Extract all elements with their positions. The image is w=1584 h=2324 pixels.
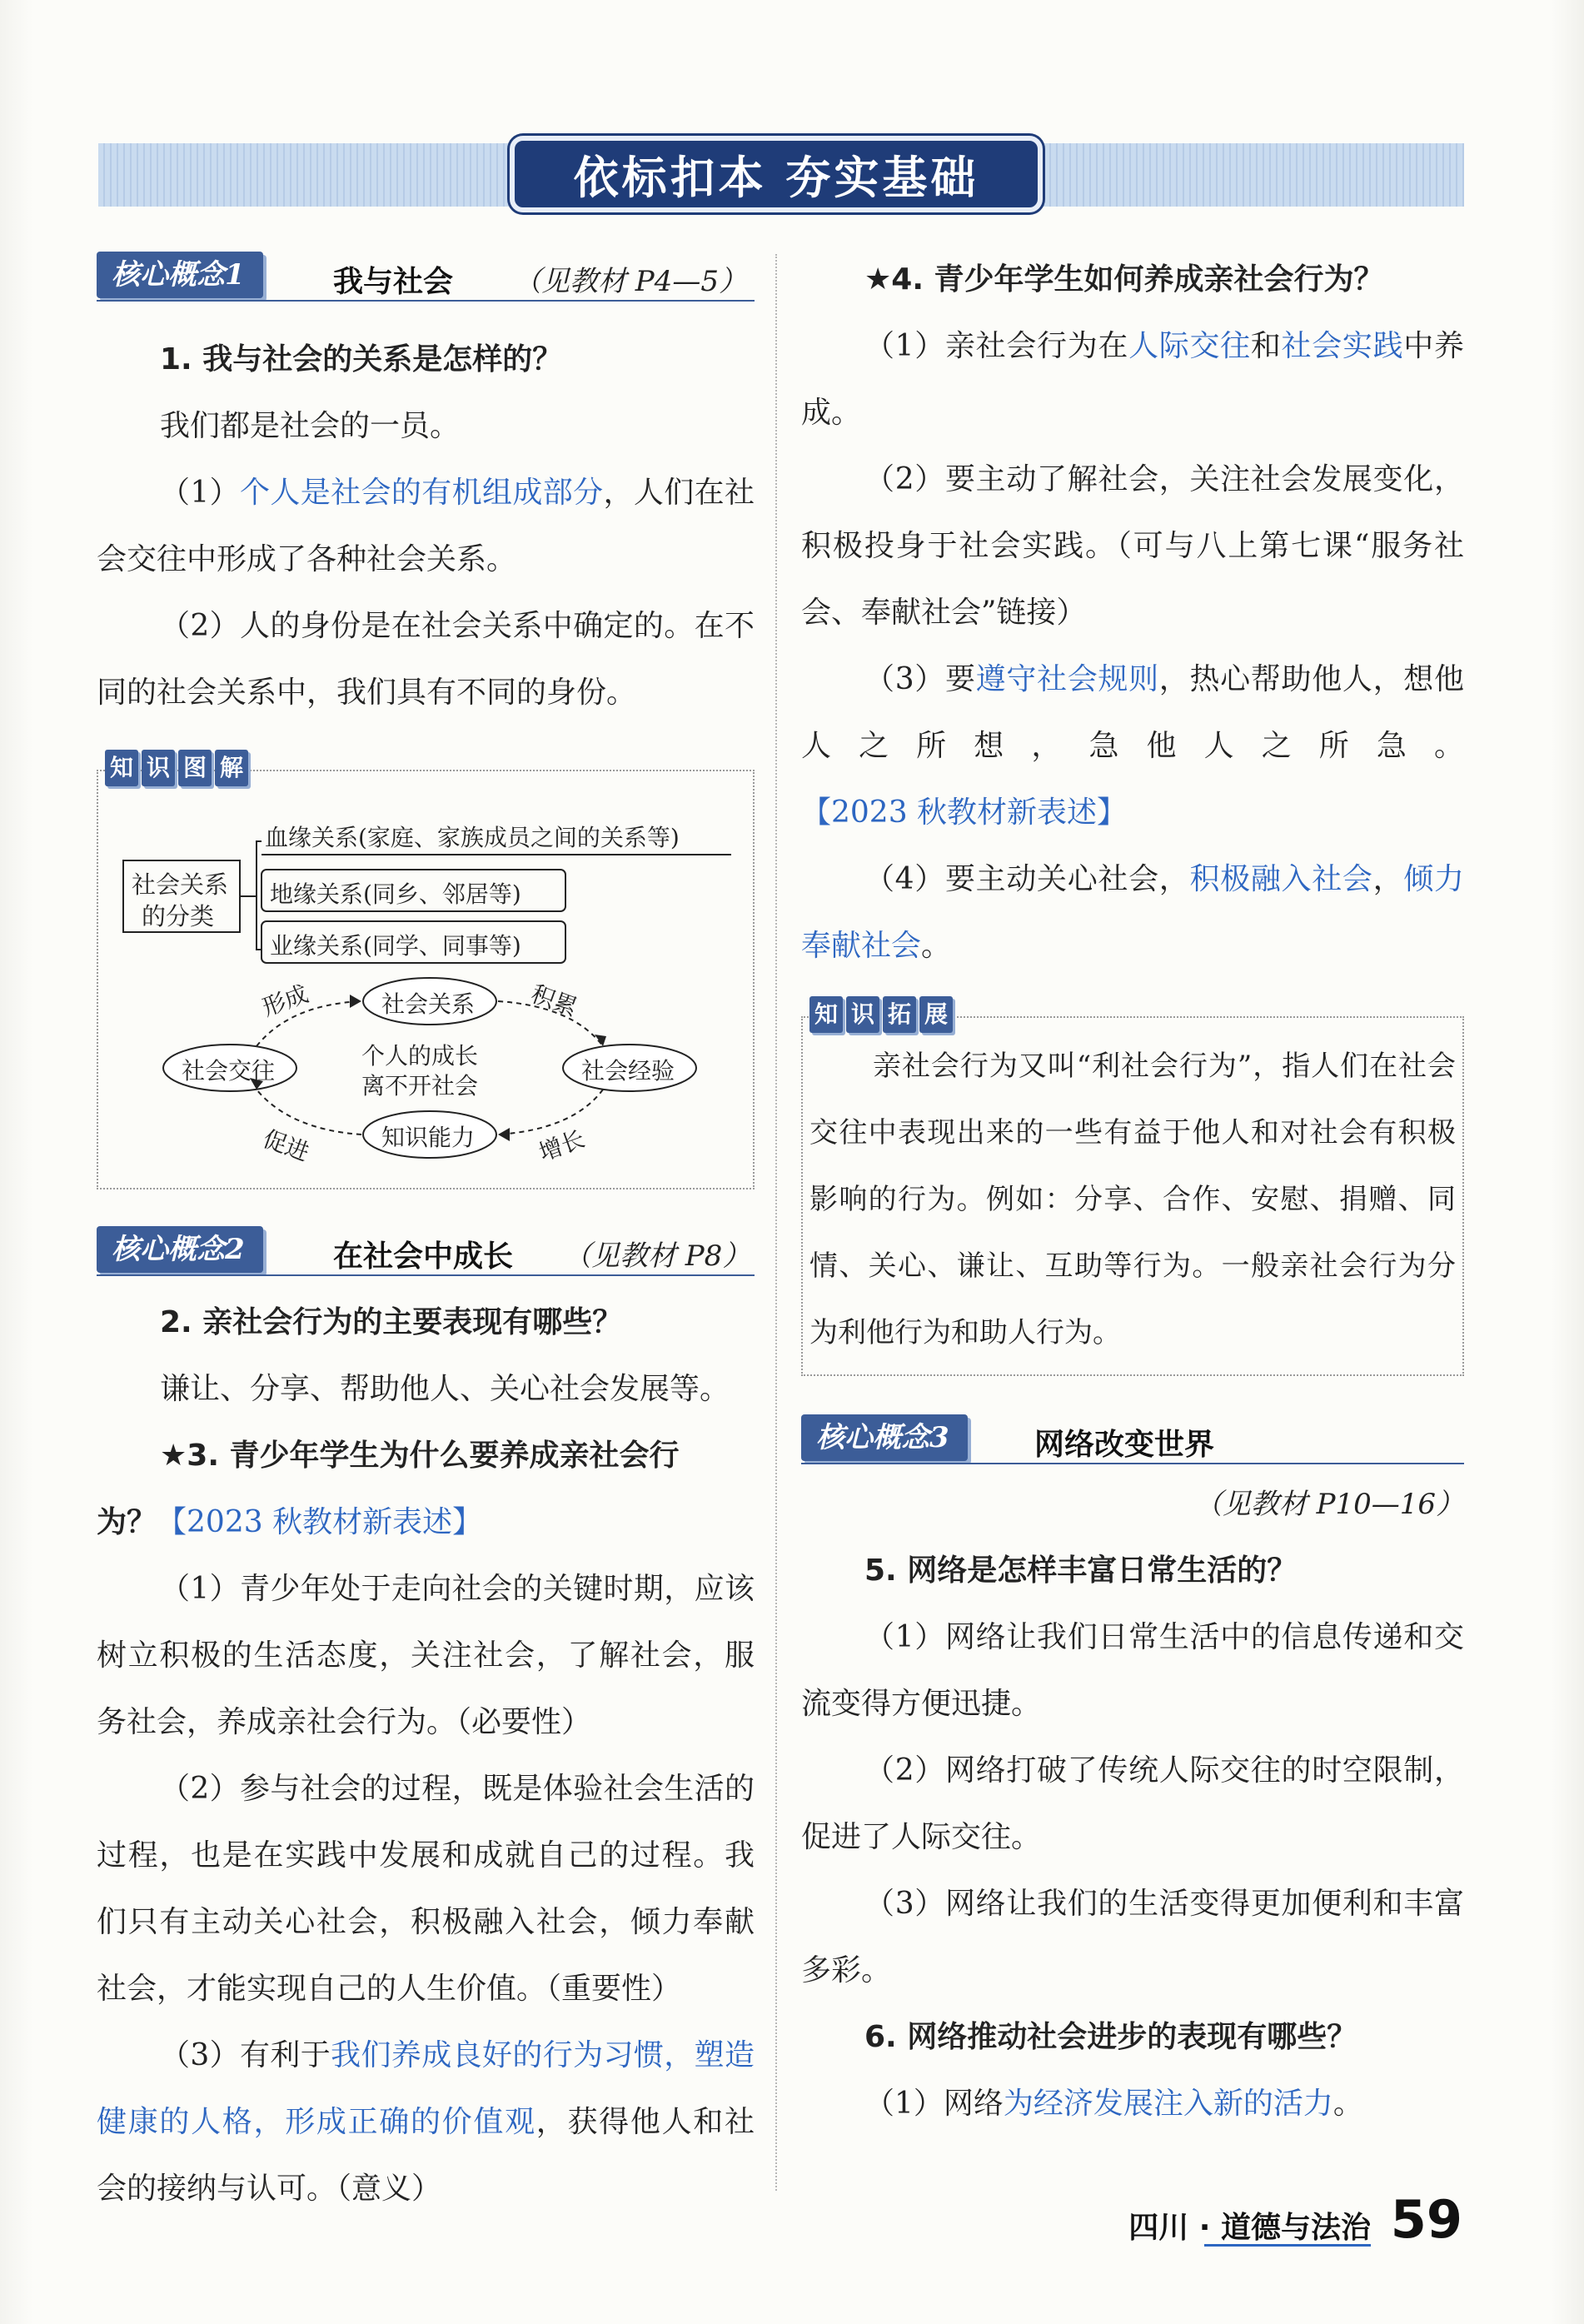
concept2-ref: （见教材 P8） bbox=[563, 1239, 751, 1273]
q1-answer-1-highlight: 个人是社会的有机组成部分 bbox=[240, 476, 604, 510]
concept1-title: 我与社会 bbox=[333, 265, 454, 299]
diagram-item-blood: 血缘关系(家庭、家族成员之间的关系等) bbox=[265, 824, 680, 851]
diagram-node-social-relations: 社会关系 bbox=[381, 990, 476, 1018]
diagram-item-region: 地缘关系(同乡、邻居等) bbox=[270, 880, 521, 908]
footer-underline bbox=[1204, 2244, 1371, 2247]
q4-answer-3: （3）要遵守社会规则，热心帮助他人，想他人之所想，急他人之所急。【2023 秋教材新表述】 bbox=[801, 662, 1464, 830]
diagram-center-2: 离不开社会 bbox=[361, 1072, 479, 1100]
q5-answer-2: （2）网络打破了传统人际交往的时空限制，促进了人际交往。 bbox=[801, 1753, 1464, 1854]
q4-answer-2: （2）要主动了解社会，关注社会发展变化，积极投身于社会实践。（可与八上第七课“服务社会、奉献社会”链接） bbox=[801, 462, 1464, 630]
concept1-underline bbox=[97, 300, 755, 302]
q5-answer-1: （1）网络让我们日常生活中的信息传递和交流变得方便迅捷。 bbox=[801, 1620, 1464, 1721]
diagram-arrow-promote: 促进 bbox=[259, 1125, 313, 1167]
q3-answer-3-highlight: 我们养成良好的行为习惯，塑造健康的人格，形成正确的价值观 bbox=[97, 2038, 755, 2139]
diagram-arrow-form: 形成 bbox=[258, 980, 312, 1022]
concept2-header bbox=[97, 1224, 755, 1283]
concept3-ref: （见教材 P10—16） bbox=[1193, 1488, 1464, 1521]
concept1-tag: 核心概念1 bbox=[97, 252, 263, 298]
q3-answer-1: （1）青少年处于走向社会的关键时期，应该树立积极的生活态度，关注社会，了解社会，服务社会，养成亲社会行为。（必要性） bbox=[97, 1572, 755, 1739]
q3-note: 【2023 秋教材新表述】 bbox=[157, 1505, 483, 1539]
question-3-line1: ★3. 青少年学生为什么要养成亲社会行 bbox=[160, 1439, 680, 1473]
page-number: 59 bbox=[1390, 2189, 1462, 2250]
diagram-node-knowledge-ability: 知识能力 bbox=[381, 1124, 476, 1151]
question-2: 2. 亲社会行为的主要表现有哪些？ bbox=[160, 1305, 623, 1339]
q4-note: 【2023 秋教材新表述】 bbox=[801, 795, 1128, 830]
knowledge-diagram-box bbox=[97, 754, 755, 1189]
concept1-ref: （见教材 P4—5） bbox=[513, 265, 747, 298]
question-5: 5. 网络是怎样丰富日常生活的？ bbox=[864, 1553, 1298, 1588]
concept2-tag: 核心概念2 bbox=[97, 1226, 263, 1273]
diagram-arrow-accumulate: 积累 bbox=[527, 980, 581, 1022]
concept3-title: 网络改变世界 bbox=[1034, 1428, 1215, 1462]
concept3-underline bbox=[801, 1463, 1464, 1464]
q1-answer-1: （1）个人是社会的有机组成部分，人们在社会交往中形成了各种社会关系。 bbox=[97, 476, 755, 576]
diagram-classify-label-1: 社会关系 bbox=[132, 870, 229, 899]
q6-answer-1: （1）网络为经济发展注入新的活力。 bbox=[864, 2087, 1363, 2121]
right-column bbox=[801, 250, 1464, 2137]
concept2-underline bbox=[97, 1274, 755, 1276]
extension-text: 亲社会行为又叫“利社会行为”，指人们在社会交往中表现出来的一些有益于他人和对社会有积极影响的行为。例如：分享、合作、安慰、捐赠、同情、关心、谦让、互助等行为。一般亲社会行为分为利他行为和助人行为。 bbox=[809, 1050, 1456, 1349]
question-4: ★4. 青少年学生如何养成亲社会行为？ bbox=[864, 262, 1384, 297]
question-3-line2: 为？【2023 秋教材新表述】 bbox=[97, 1505, 483, 1539]
diagram-item-work: 业缘关系(同学、同事等) bbox=[270, 932, 521, 960]
question-6: 6. 网络推动社会进步的表现有哪些？ bbox=[864, 2020, 1357, 2054]
q4-answer-1: （1）亲社会行为在人际交往和社会实践中养成。 bbox=[801, 329, 1464, 430]
left-column bbox=[97, 250, 755, 2222]
diagram-center-1: 个人的成长 bbox=[361, 1042, 479, 1070]
q3-answer-3: （3）有利于我们养成良好的行为习惯，塑造健康的人格，形成正确的价值观，获得他人和社会的接纳与认可。（意义） bbox=[97, 2038, 755, 2206]
diagram-classify-label-2: 的分类 bbox=[142, 902, 215, 930]
knowledge-extension-box bbox=[801, 1000, 1464, 1376]
concept2-title: 在社会中成长 bbox=[333, 1239, 514, 1274]
diagram-node-social-interaction: 社会交往 bbox=[182, 1057, 276, 1085]
q3-answer-2: （2）参与社会的过程，既是体验社会生活的过程，也是在实践中发展和成就自己的过程。我们只有主动关心社会，积极融入社会，倾力奉献社会，才能实现自己的人生价值。（重要性） bbox=[97, 1772, 755, 2006]
q5-answer-3: （3）网络让我们的生活变得更加便利和丰富多彩。 bbox=[801, 1887, 1464, 1987]
extension-tag: 知 识 拓 展 bbox=[809, 996, 953, 1033]
q4-answer-4: （4）要主动关心社会，积极融入社会，倾力奉献社会。 bbox=[801, 862, 1464, 963]
q1-answer-2: （2）人的身份是在社会关系中确定的。在不同的社会关系中，我们具有不同的身份。 bbox=[97, 609, 755, 710]
diagram-arrow-grow: 增长 bbox=[535, 1125, 589, 1167]
concept1-header bbox=[97, 250, 755, 308]
page-footer bbox=[1079, 2189, 1462, 2256]
q2-answer: 谦让、分享、帮助他人、关心社会发展等。 bbox=[160, 1372, 730, 1406]
column-divider bbox=[775, 254, 777, 2191]
diagram-node-social-experience: 社会经验 bbox=[581, 1057, 675, 1085]
concept3-tag: 核心概念3 bbox=[801, 1414, 968, 1461]
banner-title: 依标扣本 夯实基础 bbox=[573, 151, 979, 204]
q1-answer-0: 我们都是社会的一员。 bbox=[160, 409, 461, 443]
question-1: 1. 我与社会的关系是怎样的？ bbox=[160, 342, 563, 377]
footer-subject: 四川 · 道德与法治 bbox=[1128, 2211, 1371, 2245]
concept3-header bbox=[801, 1413, 1464, 1471]
diagram-tag: 知 识 图 解 bbox=[105, 750, 248, 786]
